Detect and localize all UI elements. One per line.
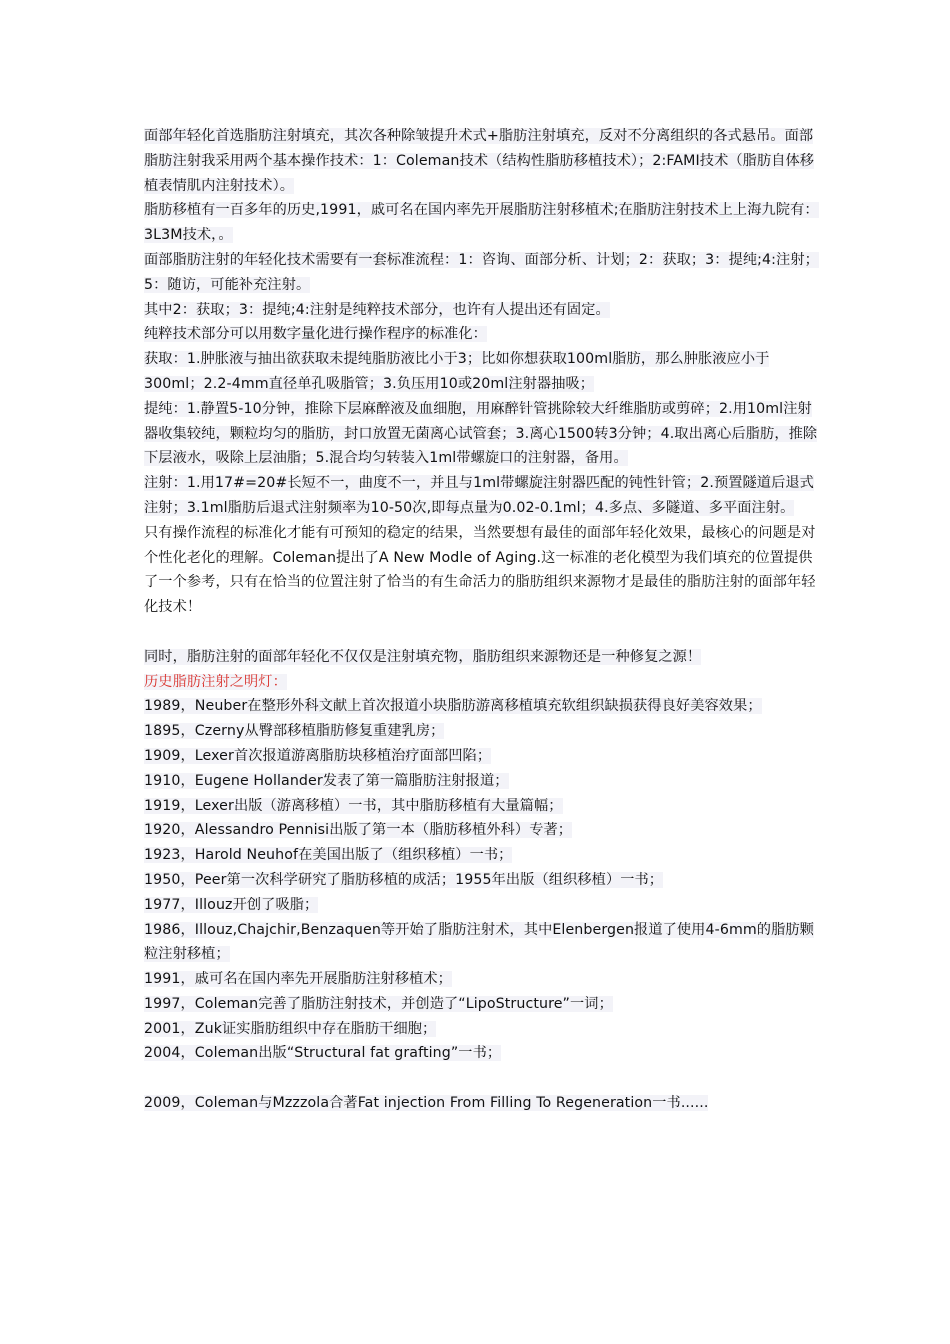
timeline-text: 2001，Zuk证实脂肪组织中存在脂肪干细胞； — [144, 1020, 437, 1037]
timeline-item — [144, 794, 824, 819]
paragraph-text: 注射：1.用17#=20#长短不一，曲度不一，并且与1ml带螺旋注射器匹配的钝性针管；2.预置隧道后退式注射；3.1ml脂肪后退式注射频率为10-50次,即每点量为0.02-0.1ml；4.多点、多隧道、多平面注射。 — [144, 475, 814, 516]
paragraph-inject — [144, 471, 824, 521]
paragraph-technical-part — [144, 298, 824, 323]
timeline-item — [144, 967, 824, 992]
timeline-text: 2009，Coleman与Mzzzola合著Fat injection From Filling To Regeneration一书...... — [144, 1095, 709, 1112]
paragraph-text: 面部年轻化首选脂肪注射填充，其次各种除皱提升术式+脂肪注射填充，反对不分离组织的各式悬吊。面部脂肪注射我采用两个基本操作技术：1：Coleman技术（结构性脂肪移植技术）；2:FAMI技术（脂肪自体移植表情肌内注射技术）。 — [144, 128, 815, 194]
timeline-item — [144, 1017, 824, 1042]
timeline-item — [144, 992, 824, 1017]
heading-text: 历史脂肪注射之明灯： — [144, 673, 287, 690]
timeline-text: 1991，戚可名在国内率先开展脂肪注射移植术； — [144, 971, 452, 988]
paragraph-history-brief — [144, 198, 824, 248]
paragraph-standard-flow — [144, 248, 824, 298]
timeline-final-entry — [144, 1091, 824, 1116]
timeline-text: 1986，Illouz,Chajchir,Benzaquen等开始了脂肪注射术，其中Elenbergen报道了使用4-6mm的脂肪颗粒注射移植； — [144, 921, 814, 963]
timeline-item — [144, 719, 824, 744]
paragraph-text: 同时，脂肪注射的面部年轻化不仅仅是注射填充物，脂肪组织来源物还是一种修复之源！ — [144, 648, 702, 665]
timeline-text: 1997，Coleman完善了脂肪注射技术，并创造了“LipoStructure”一词； — [144, 995, 613, 1012]
paragraph-quantify — [144, 322, 824, 347]
paragraph-harvest — [144, 347, 824, 397]
timeline-item — [144, 694, 824, 719]
paragraph-summary — [144, 645, 824, 670]
timeline-text: 1895，Czerny从臀部移植脂肪修复重建乳房； — [144, 723, 445, 740]
timeline-item — [144, 744, 824, 769]
paragraph-intro — [144, 124, 824, 198]
paragraph-text: 获取：1.肿胀液与抽出欲获取未提纯脂肪液比小于3；比如你想获取100ml脂肪，那么肿胀液应小于300ml；2.2-4mm直径单孔吸脂管；3.负压用10或20ml注射器抽吸； — [144, 351, 770, 392]
timeline-text: 1989，Neuber在整形外科文献上首次报道小块脂肪游离移植填充软组织缺损获得良好美容效果； — [144, 698, 762, 715]
paragraph-text: 其中2：获取；3：提纯;4:注射是纯粹技术部分，也许有人提出还有固定。 — [144, 301, 610, 318]
timeline-text: 1977，Illouz开创了吸脂； — [144, 896, 319, 913]
blank-line — [144, 1066, 824, 1091]
timeline-text: 1920，Alessandro Pennisi出版了第一本（脂肪移植外科）专著； — [144, 822, 573, 839]
paragraph-text: 纯粹技术部分可以用数字量化进行操作程序的标准化： — [144, 326, 487, 343]
timeline-text: 1950，Peer第一次科学研究了脂肪移植的成活；1955年出版（组织移植）一书； — [144, 871, 664, 888]
timeline-item — [144, 1041, 824, 1066]
timeline-text: 2004，Coleman出版“Structural fat grafting”一书； — [144, 1045, 502, 1062]
document-body — [144, 124, 824, 1116]
timeline-item — [144, 893, 824, 918]
timeline-text: 1910，Eugene Hollander发表了第一篇脂肪注射报道； — [144, 772, 509, 789]
paragraph-aging-model — [144, 521, 824, 620]
paragraph-text: 脂肪移植有一百多年的历史,1991，戚可名在国内率先开展脂肪注射移植术;在脂肪注射技术上上海九院有：3L3M技术，。 — [144, 202, 819, 244]
timeline-text: 1923，Harold Neuhof在美国出版了（组织移植）一书； — [144, 847, 513, 864]
timeline-item — [144, 918, 824, 968]
timeline-item — [144, 868, 824, 893]
paragraph-text: 提纯：1.静置5-10分钟，推除下层麻醉液及血细胞，用麻醉针管挑除较大纤维脂肪或剪碎；2.用10ml注射器收集较纯，颗粒均匀的脂肪，封口放置无菌离心试管套；3.离心1500转3分钟；4.取出离心后脂肪，推除下层液水，吸除上层油脂；5.混合均匀转装入1ml带螺旋口的注射器，备用。 — [144, 400, 818, 467]
paragraph-purify — [144, 397, 824, 471]
blank-line — [144, 620, 824, 645]
timeline-text: 1909，Lexer首次报道游离脂肪块移植治疗面部凹陷； — [144, 747, 492, 764]
timeline-item — [144, 843, 824, 868]
timeline-item — [144, 769, 824, 794]
history-heading — [144, 670, 824, 695]
timeline-text: 1919，Lexer出版（游离移植）一书，其中脂肪移植有大量篇幅； — [144, 797, 563, 814]
paragraph-text: 只有操作流程的标准化才能有可预知的稳定的结果，当然要想有最佳的面部年轻化效果，最核心的问题是对个性化老化的理解。Coleman提出了A New Modle of Aging.这一标准的老化模型为我们填充的位置提供了一个参考，只有在恰当的位置注射了恰当的有生命活力的脂肪组织来源物才是最佳的脂肪注射的面部年轻化技术！ — [144, 524, 816, 616]
paragraph-text: 面部脂肪注射的年轻化技术需要有一套标准流程：1：咨询、面部分析、计划；2：获取；3：提纯;4:注射；5：随访，可能补充注射。 — [144, 251, 819, 293]
timeline-item — [144, 818, 824, 843]
